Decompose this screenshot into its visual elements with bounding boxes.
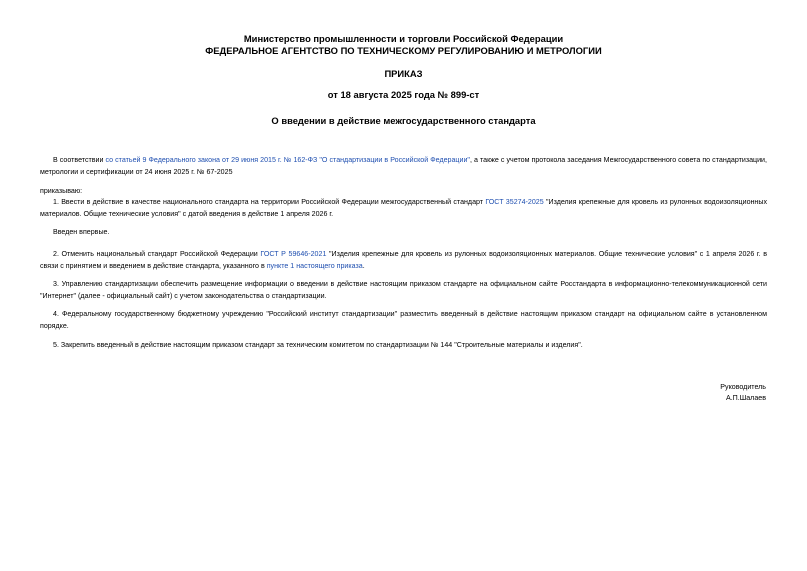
item-2-paragraph [40, 249, 767, 272]
item-1-reference-link[interactable]: пункте 1 настоящего приказа [266, 261, 363, 270]
item-5-paragraph: 5. Закрепить введенный в действие настоящим приказом стандарт за техническим комитетом по стандартизации № 144 "Строительные материалы и изделия". [53, 341, 583, 349]
gost-35274-link[interactable]: ГОСТ 35274-2025 [485, 198, 544, 206]
federal-law-link[interactable]: со статьей 9 Федерального закона от 29 июня 2015 г. № 162-ФЗ "О стандартизации в Российской Федерации" [105, 156, 470, 164]
gost-r-59646-link[interactable]: ГОСТ Р 59646-2021 [260, 250, 327, 258]
ministry-name: Министерство промышленности и торговли Российской Федерации [243, 33, 564, 44]
item-1-text-2: "Изделия крепежные для кровель из рулонных водоизоляционных материалов. Общие технические условия" с датой введения в действие 1 апреля 2026 г. [40, 198, 767, 218]
document-title: О введении в действие межгосударственного стандарта [271, 115, 536, 126]
document-type: ПРИКАЗ [384, 68, 423, 79]
agency-name: ФЕДЕРАЛЬНОЕ АГЕНТСТВО ПО ТЕХНИЧЕСКОМУ РЕГУЛИРОВАНИЮ И МЕТРОЛОГИИ [205, 45, 602, 56]
document-date-number: от 18 августа 2025 года № 899-ст [327, 89, 480, 100]
order-word: приказываю: [40, 187, 83, 195]
item-1-paragraph [40, 197, 767, 220]
signatory-role: Руководитель [720, 383, 766, 391]
preamble-text-1: В соответствии [53, 156, 106, 164]
item-2-text-1: 2. Отменить национальный стандарт Российской Федерации [53, 250, 261, 258]
preamble-paragraph [40, 155, 767, 178]
item-3-paragraph: 3. Управлению стандартизации обеспечить размещение информации о введении в действие настоящим приказом стандарте на официальном сайте Росстандарта в информационно-телекоммуникационной сети "Интернет" (далее - официальный сайт) с учетом законодательства о стандартизации. [40, 280, 767, 300]
item-1-text-1: 1. Ввести в действие в качестве национального стандарта на территории Российской Федерации межгосударственный стандарт [53, 198, 486, 206]
item-4-paragraph: 4. Федеральному государственному бюджетному учреждению "Российский институт стандартизации" разместить введенный в действие настоящим приказом стандарт на официальном сайте в установленном порядке. [40, 310, 767, 330]
item-2-text-3: . [362, 261, 365, 270]
item-2-text-2: "Изделия крепежные для кровель из рулонных водоизоляционных материалов. Общие технические условия" с 1 апреля 2026 г. в связи с принятием и введением в действие стандарта, указанного в [40, 250, 767, 270]
signatory-name: А.П.Шалаев [725, 394, 766, 402]
first-time-note: Введен впервые. [53, 228, 110, 236]
preamble-text-2: , а также с учетом протокола заседания Межгосударственного совета по стандартизации, метрологии и сертификации от 24 июня 2025 г. № 67-2025 [40, 156, 767, 176]
